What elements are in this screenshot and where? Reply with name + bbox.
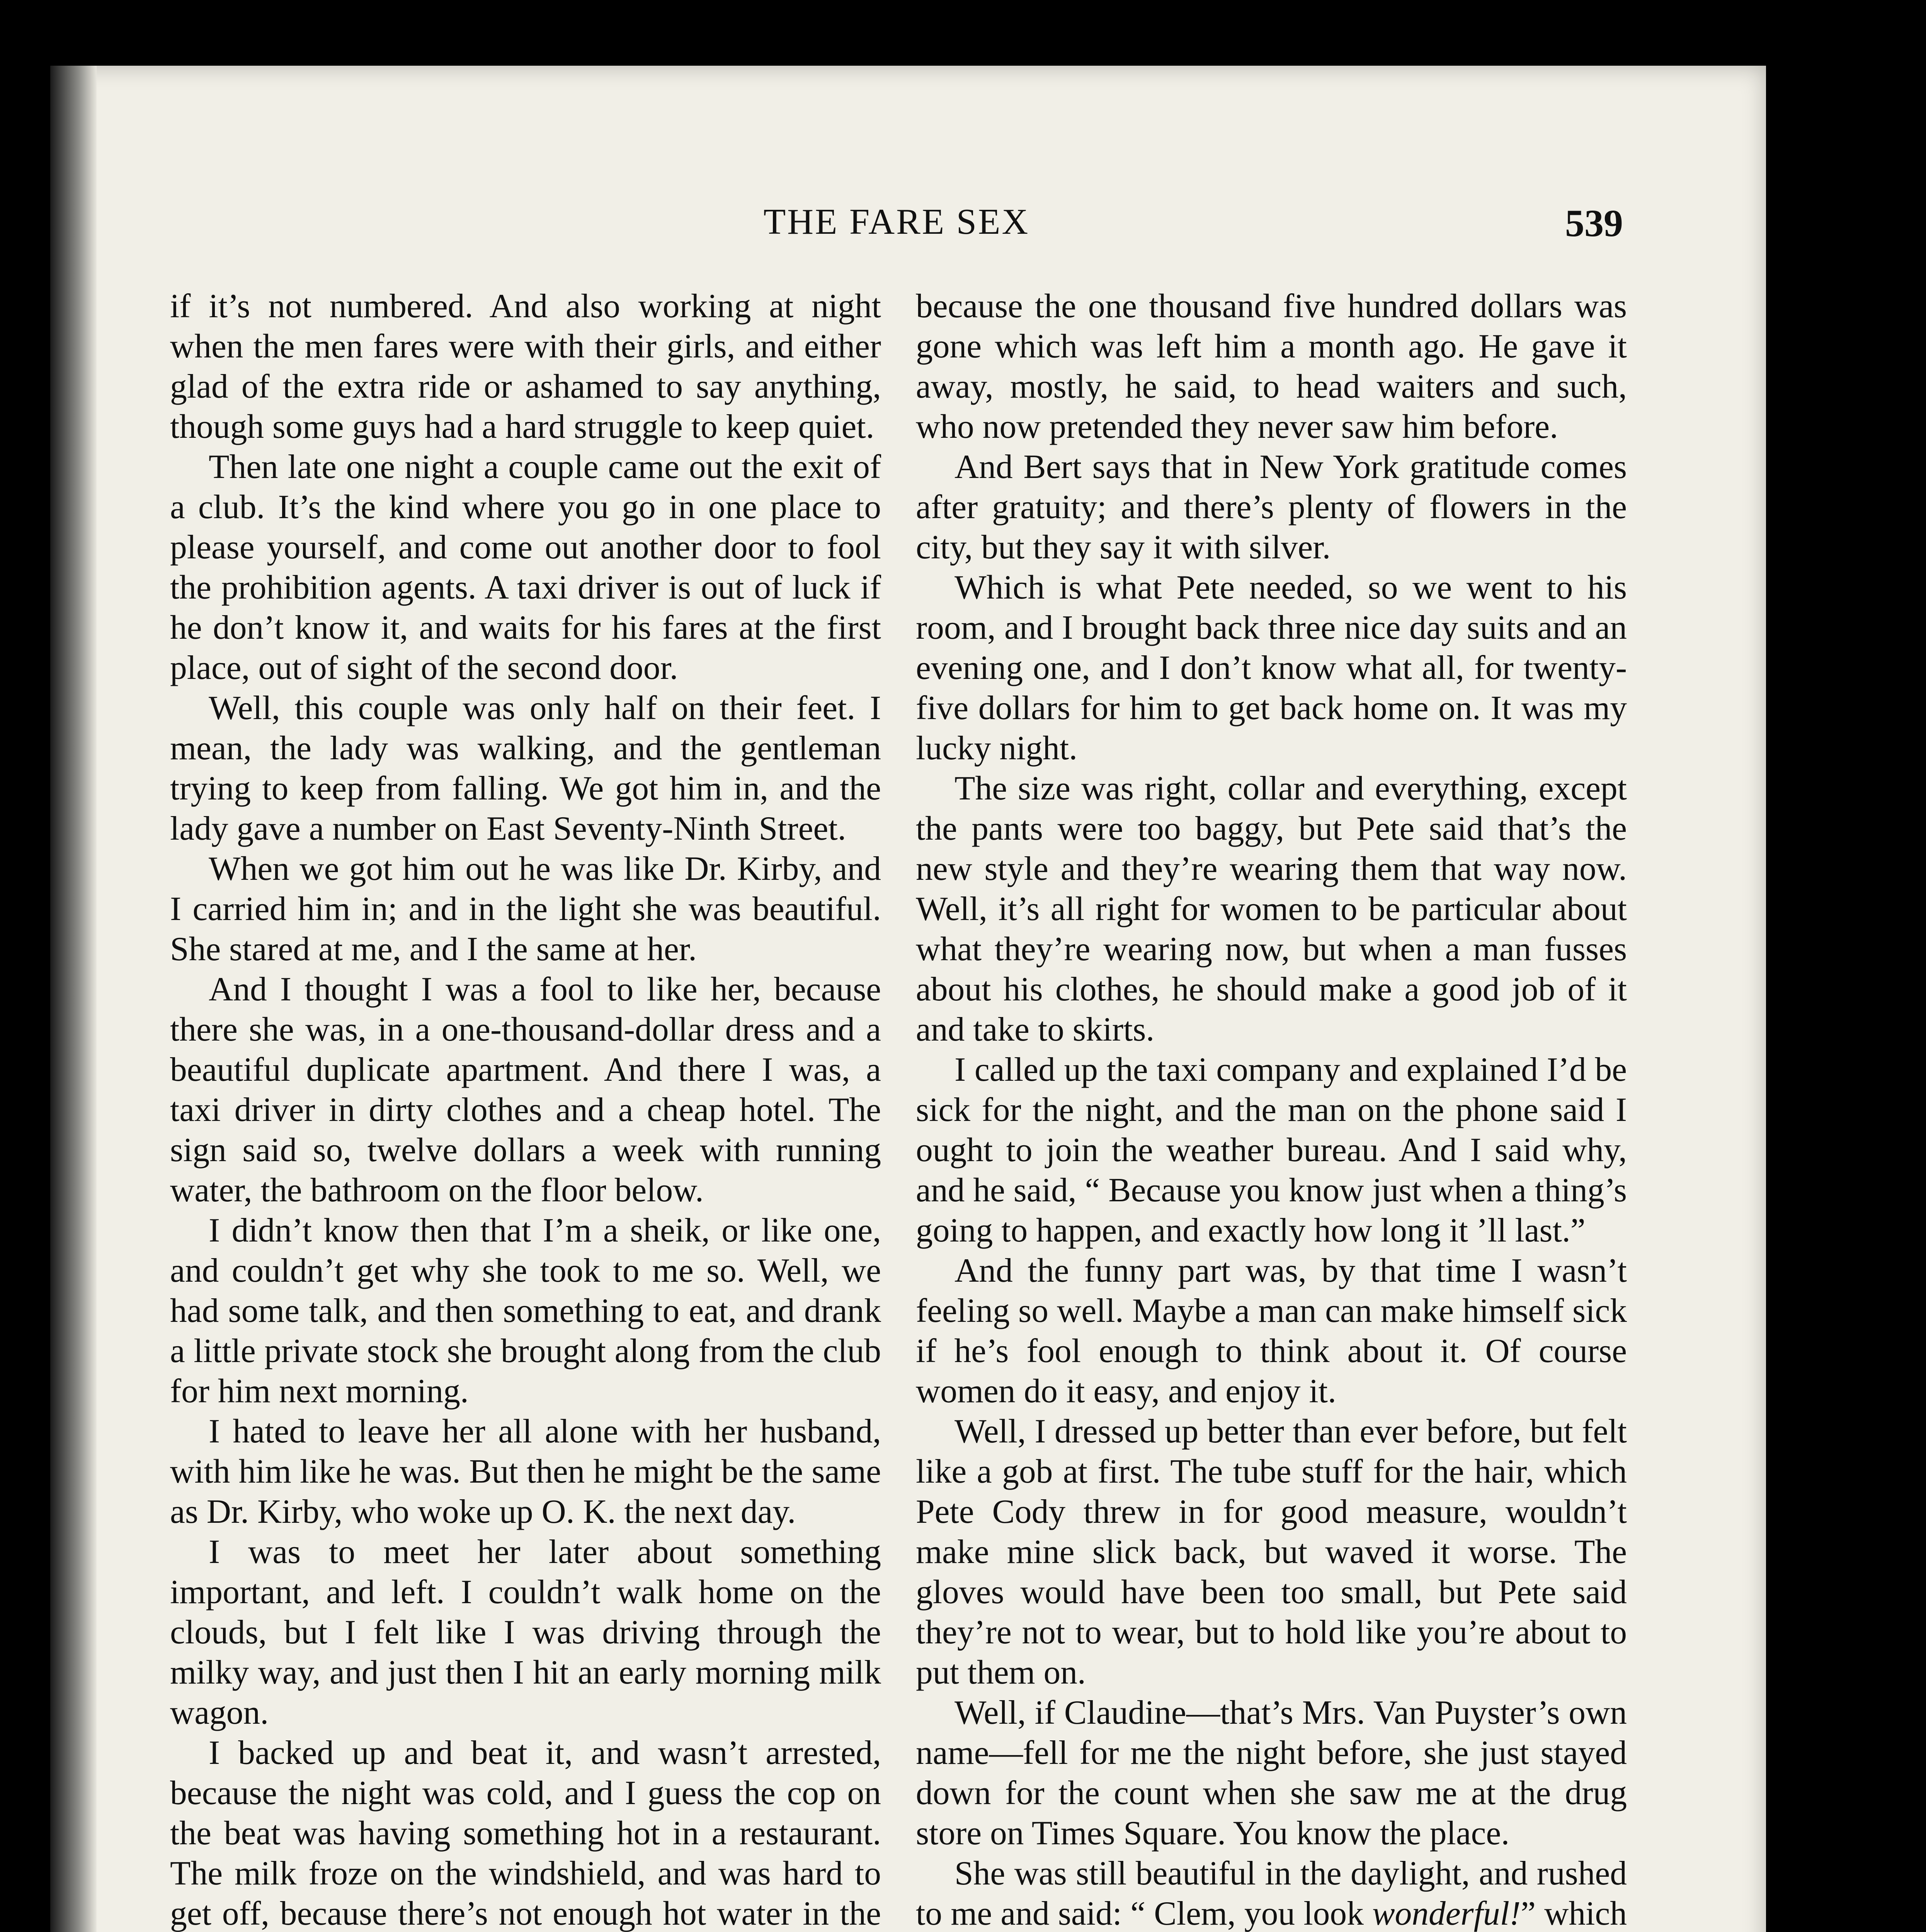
right-column <box>916 286 1627 1932</box>
paragraph: And the funny part was, by that time I wasn’t feeling so well. Maybe a man can make himself sick if he’s fool enough to think about it. Of course women do it easy, and enjoy it. <box>916 1252 1627 1410</box>
paragraph: Then late one night a couple came out the exit of a club. It’s the kind where you go in one place to please yourself, and come out another door to fool the prohibition agents. A taxi driver is out of luck if he don’t know it, and waits for his fares at the first place, out of sight of the second door. <box>170 448 881 686</box>
paragraph: The size was right, collar and everything, except the pants were too baggy, but Pete said that’s the new style and they’re wearing them that way now. Well, it’s all right for women to be particular about what they’re wearing now, but when a man fusses about his clothes, he should make a good job of it and take to skirts. <box>916 769 1627 1048</box>
book-spine-shadow <box>50 66 97 1932</box>
page-number: 539 <box>1565 202 1623 245</box>
paragraph: if it’s not numbered. And also working at night when the men fares were with their girls, and either glad of the extra ride or ashamed to say anything, though some guys had a hard struggle to keep quiet. <box>170 287 881 445</box>
paragraph: Well, if Claudine—that’s Mrs. Van Puyster’s own name—fell for me the night before, she just stayed down for the count when she saw me at the drug store on Times Square. You know the place. <box>916 1694 1627 1852</box>
text-span: ” which <box>1521 1895 1627 1932</box>
paragraph: I hated to leave her all alone with her husband, with him like he was. But then he might be the same as Dr. Kirby, who woke up O. K. the next day. <box>170 1412 881 1530</box>
paragraph: When we got him out he was like Dr. Kirby, and I carried him in; and in the light she was beautiful. She stared at me, and I the same at her. <box>170 850 881 968</box>
text-span: She was still beautiful in the daylight, and rushed to me and said: “ Clem, you look <box>916 1854 1627 1932</box>
paragraph: I called up the taxi company and explained I’d be sick for the night, and the man on the phone said I ought to join the weather bureau. And I said why, and he said, “ Because you know just when a thing’s going to happen, and exactly how long it ’ll last.” <box>916 1051 1627 1249</box>
paragraph: Well, I dressed up better than ever before, but felt like a gob at first. The tube stuff for the hair, which Pete Cody threw in for good measure, wouldn’t make mine slick back, but waved it worse. The gloves would have been too small, but Pete said they’re not to wear, but to hold like you’re about to put them on. <box>916 1412 1627 1691</box>
paragraph-with-italic <box>916 1853 1627 1932</box>
paragraph: Which is what Pete needed, so we went to his room, and I brought back three nice day suits and an evening one, and I don’t know what all, for twenty-five dollars for him to get back home on. It was my lucky night. <box>916 568 1627 767</box>
paragraph: because the one thousand five hundred dollars was gone which was left him a month ago. He gave it away, mostly, he said, to head waiters and such, who now pretended they never saw him before. <box>916 287 1627 445</box>
paragraph: I was to meet her later about something important, and left. I couldn’t walk home on the clouds, but I felt like I was driving through the milky way, and just then I hit an early morning milk wagon. <box>170 1533 881 1731</box>
paragraph: I backed up and beat it, and wasn’t arrested, because the night was cold, and I guess the cop on the beat was having something hot in a restaurant. The milk froze on the windshield, and was hard to get off, because there’s not enough hot water in the <box>170 1734 881 1932</box>
italic-word: wonderful! <box>1372 1895 1521 1932</box>
paragraph: And I thought I was a fool to like her, because there she was, in a one-thousand-dollar dress and a beautiful duplicate apartment. And there I was, a taxi driver in dirty clothes and a cheap hotel. The sign said so, twelve dollars a week with running water, the bathroom on the floor below. <box>170 970 881 1209</box>
paragraph: Well, this couple was only half on their feet. I mean, the lady was walking, and the gentleman trying to keep from falling. We got him in, and the lady gave a number on East Seventy-Ninth Street. <box>170 689 881 847</box>
left-column <box>170 286 881 1932</box>
running-head: THE FARE SEX <box>763 202 1030 242</box>
page-header <box>170 201 1623 263</box>
paragraph: And Bert says that in New York gratitude comes after gratuity; and there’s plenty of flowers in the city, but they say it with silver. <box>916 448 1627 566</box>
paragraph: I didn’t know then that I’m a sheik, or like one, and couldn’t get why she took to me so. Well, we had some talk, and then something to eat, and drank a little private stock she brought along from the club for him next morning. <box>170 1211 881 1410</box>
